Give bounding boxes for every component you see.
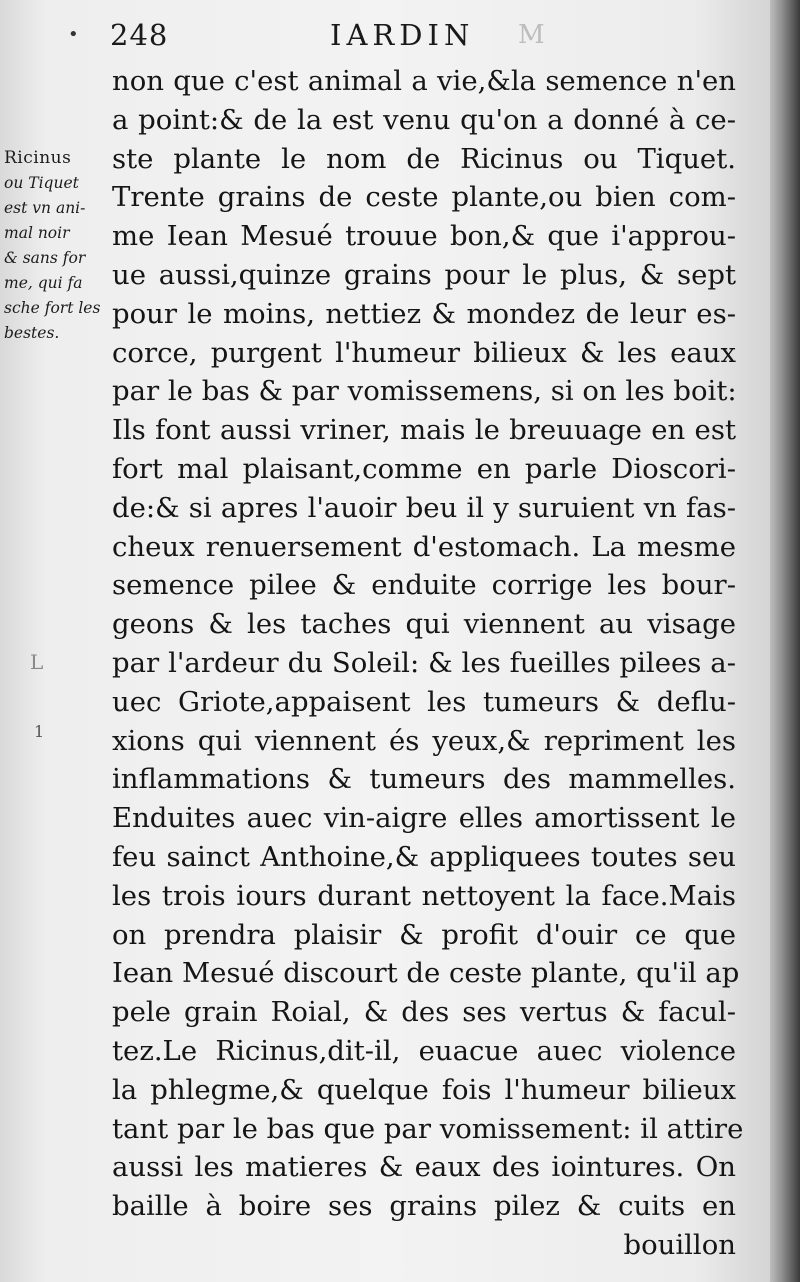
margin-note-line: Ricinus [4,148,72,168]
margin-note [4,146,110,346]
text-line: geons & les taches qui viennent au visage [112,608,736,641]
page-header [0,14,770,54]
ink-dot: • [68,24,79,45]
text-line: feu sainct Anthoine,& appliquees toutes seu [112,840,736,873]
text-line: cheux renuersement d'estomach. La mesme [112,530,736,563]
text-line: fort mal plaisant,comme en parle Dioscori- [112,452,736,485]
stray-mark: L [30,650,44,674]
text-line: tez.Le Ricinus,dit-il, euacue auec violence [112,1034,736,1067]
text-line: inflammations & tumeurs des mammelles. [112,763,736,796]
text-line: a point:& de la est venu qu'on a donné à ce- [112,103,736,136]
page-number: 248 [110,18,169,52]
text-line: Enduites auec vin-aigre elles amortissent le [112,802,736,835]
text-line: ste plante le nom de Ricinus ou Tiquet. [112,142,736,175]
text-line: semence pilee & enduite corrige les bour- [112,569,736,602]
margin-note-line: sche fort les [4,299,101,317]
text-line: de:& si apres l'auoir beu il y suruient vn fas- [112,491,736,524]
text-line: non que c'est animal a vie,&la semence n'en [112,65,736,97]
body-text [112,62,744,1265]
margin-note-line: est vn ani- [4,199,86,217]
bleed-through-letter: M [518,20,545,50]
text-line: Ils font aussi vriner, mais le breuuage en est [112,414,736,447]
stray-mark: 1 [34,722,45,741]
margin-note-line: mal noir [4,224,70,242]
text-line: ue aussi,quinze grains pour le plus, & sept [112,258,736,291]
text-line: les trois iours durant nettoyent la face.Mais [112,879,736,912]
text-line: corce, purgent l'humeur bilieux & les eaux [112,336,736,369]
text-line: aussi les matieres & eaux des iointures. On [112,1151,736,1184]
catchword: bouillon [623,1228,736,1261]
text-line: pele grain Roial, & des ses vertus & facul- [112,996,736,1029]
book-edge-shadow [770,0,800,1282]
text-line: la phlegme,& quelque fois l'humeur bilieux [112,1073,736,1106]
text-line: me Iean Mesué trouue bon,& que i'approu- [112,220,736,253]
text-line: tant par le bas que par vomissement: il attire [112,1112,744,1145]
text-line: uec Griote,appaisent les tumeurs & deflu- [112,685,736,718]
margin-note-line: ou Tiquet [4,174,79,192]
text-line: Trente grains de ceste plante,ou bien com- [112,181,736,214]
margin-note-line: & sans for [4,249,86,267]
text-line: xions qui viennent és yeux,& repriment les [112,724,736,757]
text-line: baille à boire ses grains pilez & cuits en [112,1190,736,1223]
text-line: par le bas & par vomissemens, si on les boit: [112,375,737,408]
margin-note-line: bestes. [4,324,60,342]
text-line: Iean Mesué discourt de ceste plante, qu'il ap [112,957,740,990]
text-line: pour le moins, nettiez & mondez de leur es- [112,297,736,330]
margin-note-line: me, qui fa [4,274,83,292]
text-line: on prendra plaisir & profit d'ouir ce que [112,918,736,951]
text-line: par l'ardeur du Soleil: & les fueilles pilees a- [112,646,736,679]
running-title: IARDIN [330,18,475,52]
